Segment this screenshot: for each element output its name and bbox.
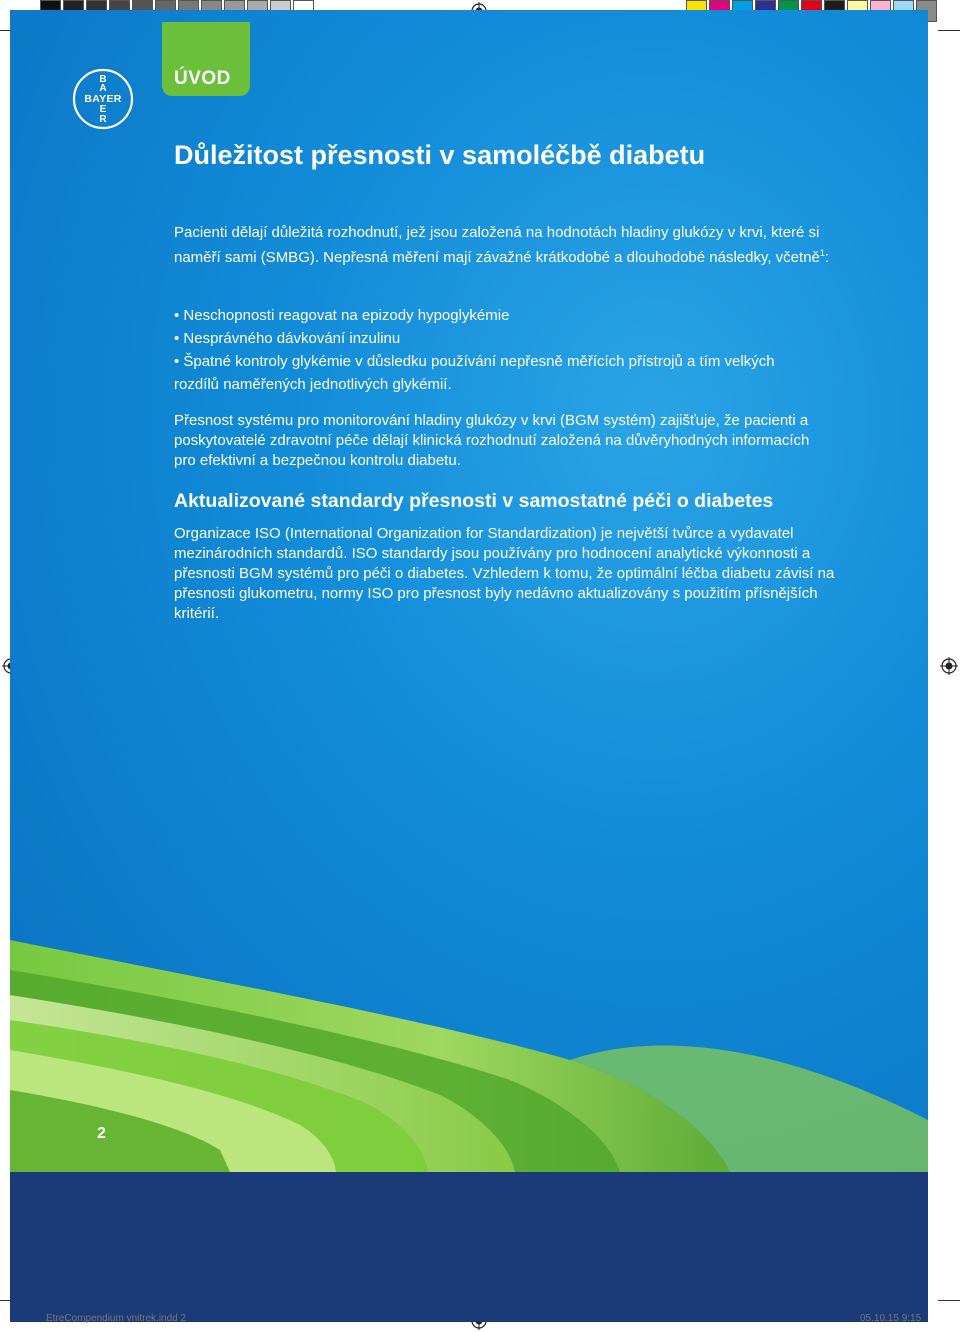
footnote-ref: 1 <box>819 248 825 258</box>
registration-mark-icon <box>940 657 958 675</box>
intro-paragraph <box>174 223 834 268</box>
intro-text: Pacienti dělají důležitá rozhodnutí, jež jsou založená na hodnotách hladiny glukózy v krvi, které si naměří sami (SMBG). Nepřesná měření mají závažné krátkodobé a dlouhodobé následky, včetně <box>174 224 820 266</box>
print-slug-left: EtreCompendium vnitrek.indd 2 <box>46 1313 187 1324</box>
consequences-list <box>174 304 814 396</box>
crop-mark <box>938 1300 960 1301</box>
iso-paragraph: Organizace ISO (International Organization for Standardization) je největší tvůrce a vydavatel mezinárodních standardů. ISO standardy jsou používány pro hodnocení analytické výkonnosti a přesnosti BGM systémů pro péči o diabetes. Vzhledem k tomu, že optimální léčba diabetu závisí na přesnosti glukometru, normy ISO pro přesnost byly nedávno aktualizovány s použitím přísnějších kritérií. <box>174 525 835 622</box>
print-slug-right: 05.10.15 9:15 <box>860 1313 922 1324</box>
page-number: 2 <box>97 1125 106 1142</box>
intro-end: : <box>824 249 830 266</box>
crop-mark <box>938 30 960 31</box>
svg-text:R: R <box>99 114 107 125</box>
section-tab <box>162 22 250 96</box>
accuracy-paragraph: Přesnost systému pro monitorování hladiny glukózy v krvi (BGM systém) zajišťuje, že pacienti a poskytovatelé zdravotní péče dělají klinická rozhodnutí založená na důvěryhodných informacích pro efektivní a bezpečnou kontrolu diabetu. <box>174 412 810 469</box>
bayer-cross-logo <box>72 68 134 130</box>
section-tab-label: ÚVOD <box>174 68 231 89</box>
svg-text:E: E <box>99 104 107 115</box>
bottom-navy-band <box>10 1172 928 1322</box>
document-page <box>10 10 928 1172</box>
page-title: Důležitost přesnosti v samoléčbě diabetu <box>174 140 706 170</box>
svg-text:B: B <box>99 74 107 85</box>
svg-text:BAYER: BAYER <box>84 93 122 105</box>
svg-text:A: A <box>99 83 107 94</box>
section-heading: Aktualizované standardy přesnosti v samostatné péči o diabetes <box>174 490 774 512</box>
list-item: • Nesprávného dávkování inzulinu <box>174 330 401 347</box>
list-item: • Špatné kontroly glykémie v důsledku používání nepřesně měřících přístrojů a tím velkých rozdílů naměřených jednotlivých glykémií. <box>174 353 775 393</box>
list-item: • Neschopnosti reagovat na epizody hypoglykémie <box>174 307 510 324</box>
